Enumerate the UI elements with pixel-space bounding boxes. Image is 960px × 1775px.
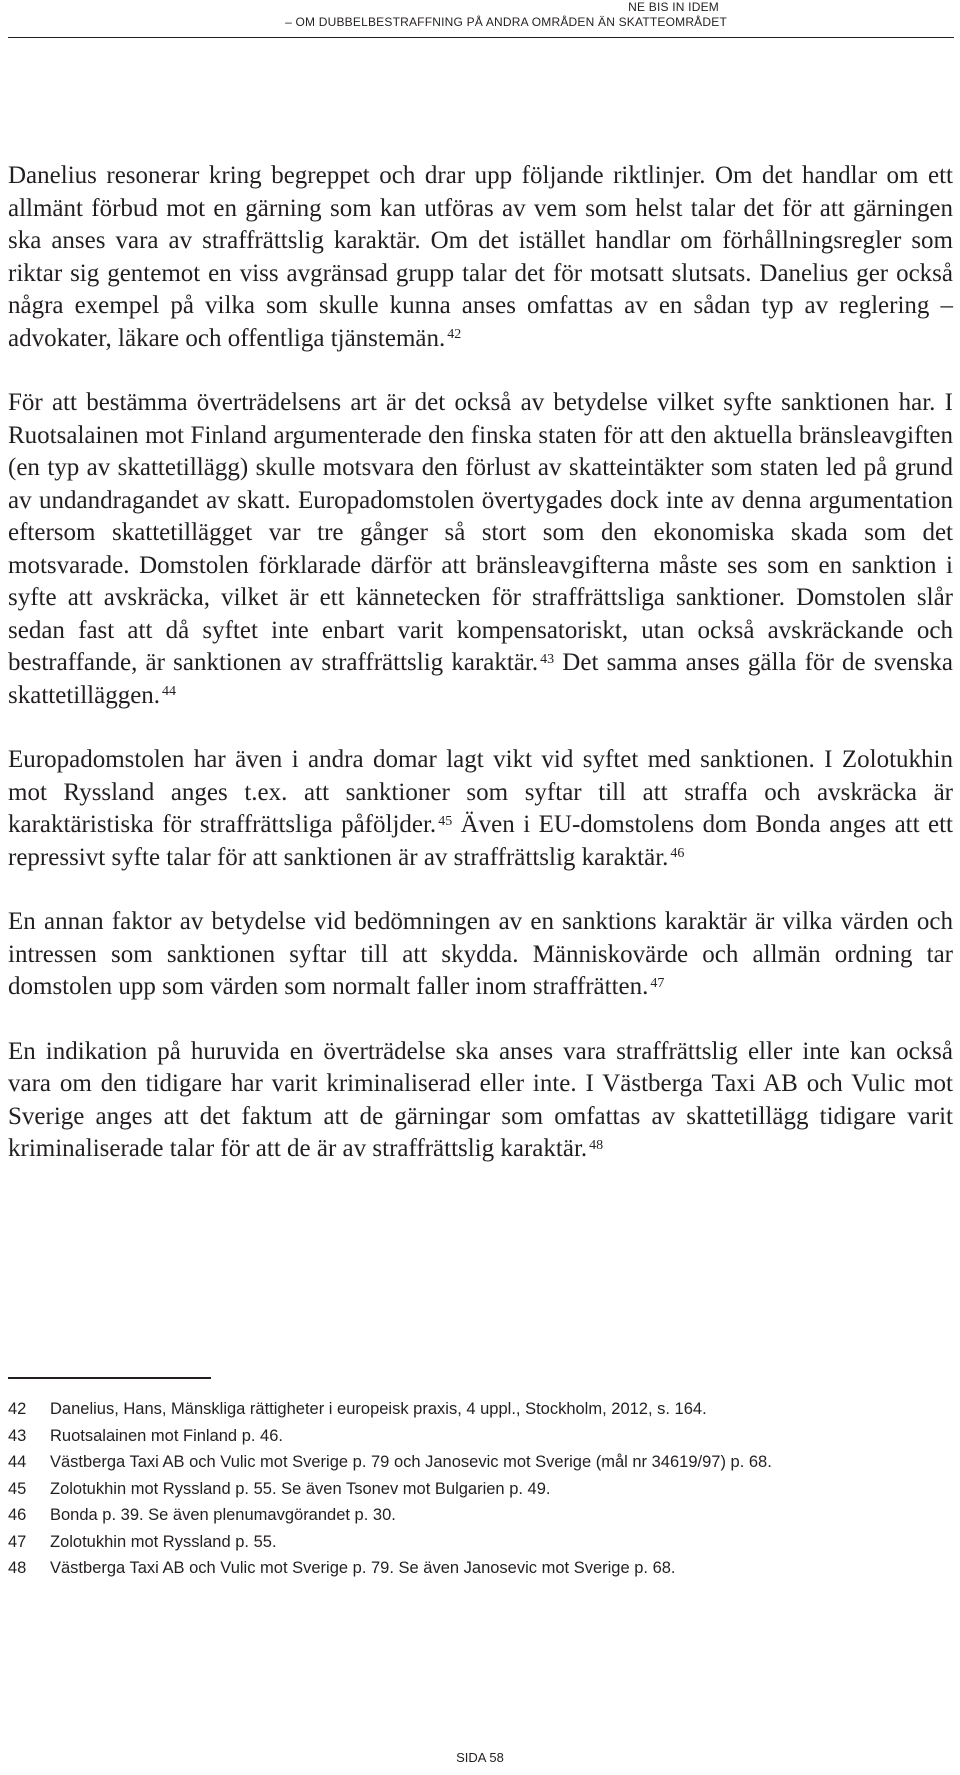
footnote-text: Bonda p. 39. Se även plenumavgörandet p. 30. [50, 1506, 396, 1524]
footnote-text: Ruotsalainen mot Finland p. 46. [50, 1426, 283, 1445]
footnote-ref: 48 [589, 1137, 604, 1153]
paragraph-text: En annan faktor av betydelse vid bedömningen av en sanktions karaktär är vilka värden och intressen som sanktionen syftar till att skydda. Människovärde och allmän ordning tar domstolen upp som värden som normalt faller inom straffrätten. [8, 908, 953, 1000]
footnotes [8, 1396, 953, 1582]
paragraph-text: Även i EU-domstolens dom Bonda anges att ett repressivt syfte talar för att sanktionen är av straffrättslig karaktär. [8, 811, 953, 871]
paragraph-text: För att bestämma överträdelsens art är det också av betydelse vilket syfte sanktionen har. I Ruotsalainen mot Finland argumenterade den finska staten för att den aktuella bränsleavgiften (en typ av skattetillägg) skulle motsvara den förlust av skatteintäkter som staten led på grund av undandragandet av skatt. Europadomstolen övertygades dock inte av denna argumentation eftersom skattetillägget var tre gånger så stort som den ekonomiska skada som det motsvarade. Domstolen förklarade därför att bränsleavgifterna måste ses som en sanktion i syfte att avskräcka, vilket är ett kännetecken för straffrättsliga sanktioner. Domstolen slår sedan fast att då syftet inte enbart varit kompensatoriskt, utan också avskräckande och bestraffande, är sanktionen av straffrättslig karaktär. [8, 389, 953, 676]
footnote-number: 45 [8, 1479, 27, 1498]
footnote-divider [8, 1377, 211, 1379]
header-subtitle: – OM DUBBELBESTRAFFNING PÅ ANDRA OMRÅDEN ÄN SKATTEOMRÅDET [285, 15, 727, 29]
footnote-ref: 45 [438, 813, 453, 829]
page-number: SIDA 58 [456, 1750, 504, 1765]
body-text [8, 160, 953, 1166]
footnote-ref: 44 [162, 684, 177, 700]
footnote [8, 1529, 953, 1556]
footnote-text: Västberga Taxi AB och Vulic mot Sverige p. 79 och Janosevic mot Sverige (mål nr 34619/97) p. 68. [50, 1453, 772, 1471]
footnote-text: Danelius, Hans, Mänskliga rättigheter i europeisk praxis, 4 uppl., Stockholm, 2012, s. 164. [50, 1400, 707, 1418]
paragraph-text: Europadomstolen har även i andra domar lagt vikt vid syftet med sanktionen. I Zolotukhin mot Ryssland anges t.ex. att sanktioner som syftar till att straffa och avskräcka är karaktäristiska för straffrättsliga påföljder. [8, 746, 953, 838]
paragraph-text: Danelius resonerar kring begreppet och drar upp följande riktlinjer. Om det handlar om ett allmänt förbud mot en gärning som kan utföras av vem som helst talar det för att gärningen ska anses vara av straffrättslig karaktär. Om det istället handlar om förhållningsregler som riktar sig gentemot en viss avgränsad grupp talar det för motsatt slutsats. Danelius ger också några exempel på vilka som skulle kunna anses omfattas av en sådan typ av reglering – advokater, läkare och offentliga tjänstemän. [8, 162, 953, 352]
footnote-text: Zolotukhin mot Ryssland p. 55. Se även Tsonev mot Bulgarien p. 49. [50, 1479, 551, 1498]
footnote-ref: 42 [447, 327, 462, 343]
paragraph [8, 1036, 953, 1166]
footnote [8, 1423, 953, 1450]
footnote-text: Zolotukhin mot Ryssland p. 55. [50, 1532, 277, 1551]
paragraph [8, 744, 953, 874]
footnote-number: 47 [8, 1532, 27, 1551]
paragraph-text: En indikation på huruvida en överträdelse ska anses vara straffrättslig eller inte kan också vara om den tidigare har varit kriminaliserad eller inte. I Västberga Taxi AB och Vulic mot Sverige anges att det faktum att de gärningar som omfattas av skattetillägg tidigare varit kriminaliserade talar för att de är av straffrättslig karaktär. [8, 1037, 953, 1162]
footnote [8, 1502, 953, 1529]
paragraph [8, 906, 953, 1004]
running-header [0, 0, 960, 30]
footnote [8, 1396, 953, 1423]
footnote [8, 1449, 953, 1476]
footnote-number: 42 [8, 1400, 27, 1418]
footnote-ref: 43 [540, 651, 555, 667]
paragraph-text: Det samma anses gälla för de svenska skattetilläggen. [8, 649, 953, 709]
footnote-text: Västberga Taxi AB och Vulic mot Sverige p. 79. Se även Janosevic mot Sverige p. 68. [50, 1559, 676, 1577]
header-divider [8, 37, 954, 38]
paragraph [8, 160, 953, 355]
footnote-ref: 46 [670, 846, 685, 862]
footnote-number: 44 [8, 1453, 27, 1471]
footnote-number: 48 [8, 1559, 27, 1577]
header-title: NE BIS IN IDEM [628, 0, 719, 14]
paragraph [8, 387, 953, 712]
footnote [8, 1476, 953, 1503]
footnote-ref: 47 [650, 975, 665, 991]
footnote [8, 1555, 953, 1582]
footnote-number: 43 [8, 1426, 27, 1445]
footnote-number: 46 [8, 1506, 27, 1524]
